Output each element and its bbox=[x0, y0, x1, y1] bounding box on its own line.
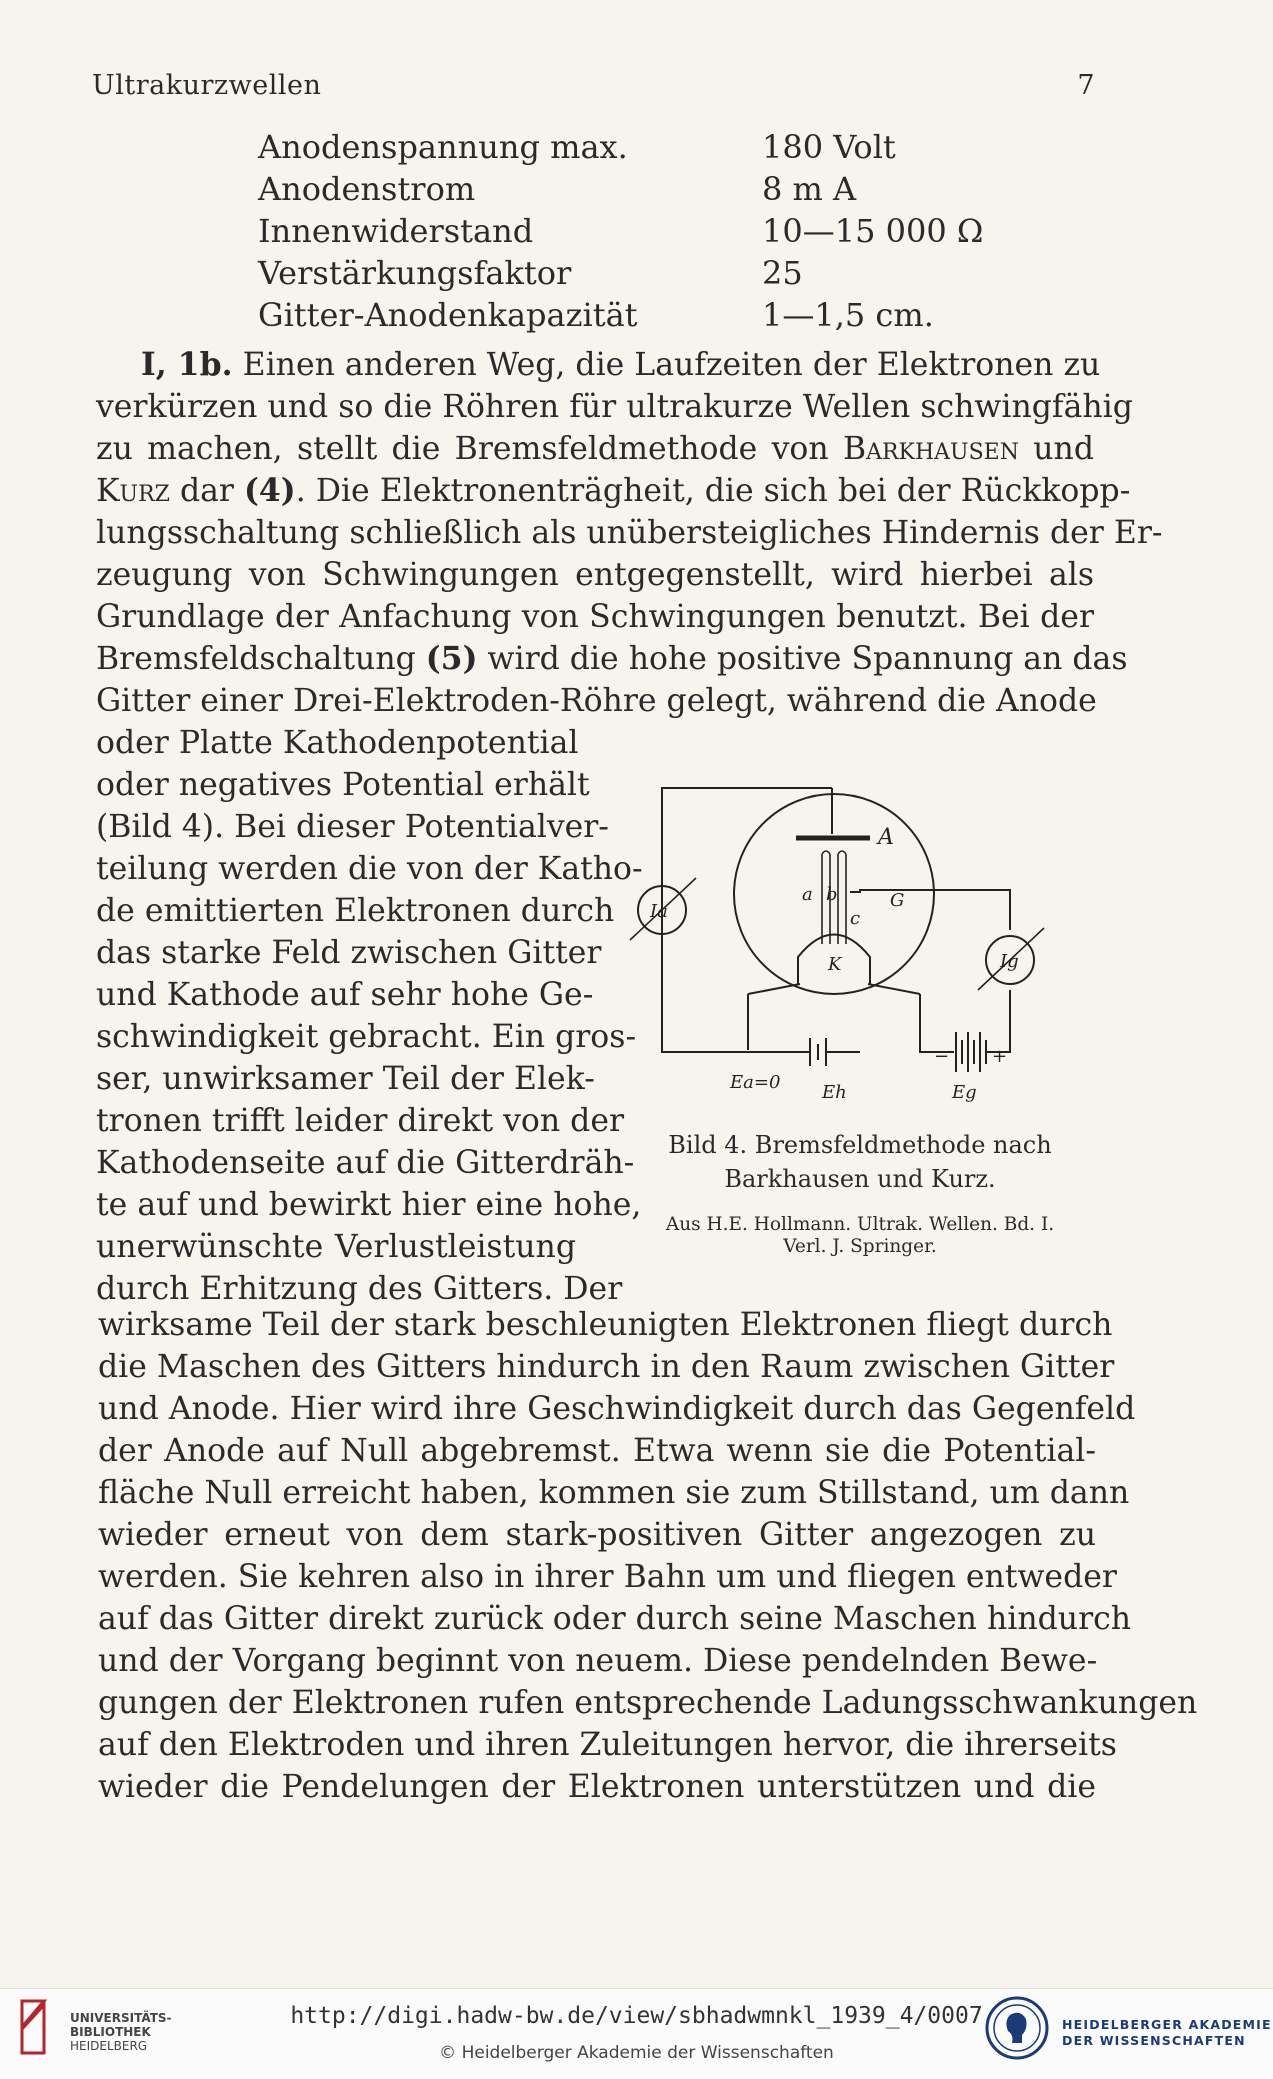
text-line: verkürzen und so die Röhren für ultrakurze Wellen schwingfähig bbox=[96, 389, 1133, 425]
text-line: unerwünschte Verlustleistung bbox=[96, 1229, 576, 1265]
author-name: Kurz bbox=[96, 473, 170, 509]
grid-top bbox=[822, 851, 846, 854]
text-line: oder Platte Kathodenpotential bbox=[96, 725, 579, 761]
spec-row bbox=[258, 168, 1018, 210]
text-line: te auf und bewirkt hier eine hohe, bbox=[96, 1187, 642, 1223]
spec-value: 180 Volt bbox=[762, 128, 896, 166]
spec-row bbox=[258, 126, 1018, 168]
spec-label: Anodenstrom bbox=[258, 170, 476, 208]
spec-label: Anodenspannung max. bbox=[258, 128, 628, 166]
label-c: c bbox=[850, 908, 861, 929]
text-line: der Anode auf Null abgebremst. Etwa wenn sie die Potential- bbox=[98, 1433, 1096, 1469]
heater-battery bbox=[748, 1038, 860, 1066]
circuit-diagram bbox=[600, 762, 1120, 1122]
text-line: Gitter einer Drei-Elektroden-Röhre gelegt, während die Anode bbox=[96, 683, 1097, 719]
academy-seal-logo bbox=[984, 1995, 1050, 2061]
spec-label: Verstärkungsfaktor bbox=[258, 254, 572, 292]
text-line: de emittierten Elektronen durch bbox=[96, 893, 615, 929]
text-line: auf das Gitter direkt zurück oder durch seine Maschen hindurch bbox=[98, 1601, 1132, 1637]
label-b: b bbox=[826, 884, 838, 905]
label-anode-current: Ia bbox=[650, 901, 668, 922]
spec-label: Gitter-Anodenkapazität bbox=[258, 296, 638, 334]
permalink[interactable]: http://digi.hadw-bw.de/view/sbhadwmnkl_1939_4/0007 bbox=[290, 2003, 983, 2029]
text-line: und Anode. Hier wird ihre Geschwindigkeit durch das Gegenfeld bbox=[98, 1391, 1136, 1427]
text-line: Kurz dar (4). Die Elektronenträgheit, die sich bei der Rückkopp- bbox=[96, 472, 1131, 509]
reference-number: (4) bbox=[243, 472, 296, 509]
wire bbox=[748, 994, 948, 1052]
label-cathode: K bbox=[828, 954, 842, 975]
text-line: (Bild 4). Bei dieser Potentialver- bbox=[96, 809, 609, 845]
reference-number: (5) bbox=[425, 640, 478, 677]
text-line: ser, unwirksamer Teil der Elek- bbox=[96, 1061, 595, 1097]
text-line: lungsschaltung schließlich als unübersteigliches Hindernis der Er- bbox=[96, 515, 1163, 551]
text-line: wirksame Teil der stark beschleunigten Elektronen fliegt durch bbox=[98, 1307, 1113, 1343]
paragraph-continuation bbox=[98, 1304, 1198, 1808]
text-line: gungen der Elektronen rufen entsprechende Ladungsschwankungen bbox=[98, 1685, 1198, 1721]
caption-line: Barkhausen und Kurz. bbox=[724, 1165, 996, 1193]
spec-row bbox=[258, 210, 1018, 252]
text-line: teilung werden die von der Katho- bbox=[96, 851, 643, 887]
text-line: oder negatives Potential erhält bbox=[96, 767, 590, 803]
author-name: Barkhausen bbox=[842, 431, 1019, 467]
section-mark: I, 1b. bbox=[141, 346, 233, 383]
university-library-name: UNIVERSITÄTS- BIBLIOTHEK HEIDELBERG bbox=[70, 2011, 172, 2053]
spec-row bbox=[258, 294, 1018, 336]
figure-source bbox=[600, 1214, 1120, 1258]
text-line: schwindigkeit gebracht. Ein gros- bbox=[96, 1019, 637, 1055]
running-head bbox=[92, 70, 1095, 110]
footer-bar bbox=[0, 1988, 1273, 2079]
spec-table bbox=[258, 126, 1018, 336]
text-line: durch Erhitzung des Gitters. Der bbox=[96, 1271, 623, 1307]
caption-line: Bild 4. Bremsfeldmethode nach bbox=[668, 1131, 1052, 1159]
text-line: und Kathode auf sehr hohe Ge- bbox=[96, 977, 594, 1013]
label-grid-voltage: Eg bbox=[952, 1082, 977, 1103]
copyright-notice: © Heidelberger Akademie der Wissenschaften bbox=[439, 2043, 834, 2063]
spec-value: 25 bbox=[762, 254, 803, 292]
wrapped-text-column bbox=[96, 722, 643, 1310]
academy-name: HEIDELBERGER AKADEMIE DER WISSENSCHAFTEN bbox=[1062, 2017, 1272, 2048]
spec-label: Innenwiderstand bbox=[258, 212, 534, 250]
label-grid: G bbox=[890, 890, 905, 911]
spec-value: 10—15 000 Ω bbox=[762, 212, 984, 250]
label-minus: − bbox=[934, 1046, 950, 1067]
running-title: Ultrakurzwellen bbox=[92, 70, 322, 101]
paragraph-section-1b bbox=[96, 344, 1163, 722]
text-line: werden. Sie kehren also in ihrer Bahn um und fliegen entweder bbox=[98, 1559, 1117, 1595]
text-line: wieder die Pendelungen der Elektronen unterstützen und die bbox=[98, 1769, 1096, 1805]
page-number: 7 bbox=[1077, 70, 1095, 101]
source-line: Aus H.E. Hollmann. Ultrak. Wellen. Bd. I. bbox=[665, 1214, 1055, 1235]
wire bbox=[748, 984, 920, 994]
label-heater-voltage: Eh bbox=[822, 1082, 847, 1103]
figure-caption bbox=[600, 1128, 1120, 1196]
text-line: fläche Null erreicht haben, kommen sie zum Stillstand, um dann bbox=[98, 1475, 1130, 1511]
text-line: auf den Elektroden und ihren Zuleitungen hervor, die ihrerseits bbox=[98, 1727, 1117, 1763]
text-line: das starke Feld zwischen Gitter bbox=[96, 935, 602, 971]
text-line: tronen trifft leider direkt von der bbox=[96, 1103, 625, 1139]
spec-row bbox=[258, 252, 1018, 294]
text-line: Kathodenseite auf die Gitterdräh- bbox=[96, 1145, 635, 1181]
label-grid-current: Ig bbox=[1000, 951, 1019, 972]
text-line: zu machen, stellt die Bremsfeldmethode von Barkhausen und bbox=[96, 431, 1094, 467]
spec-value: 1—1,5 cm. bbox=[762, 296, 934, 334]
spec-value: 8 m A bbox=[762, 170, 857, 208]
text-line: Bremsfeldschaltung (5) wird die hohe positive Spannung an das bbox=[96, 640, 1128, 677]
source-line: Verl. J. Springer. bbox=[783, 1236, 937, 1257]
text-line: wieder erneut von dem stark-positiven Gitter angezogen zu bbox=[98, 1517, 1096, 1553]
text-line: und der Vorgang beginnt von neuem. Diese pendelnden Bewe- bbox=[98, 1643, 1098, 1679]
label-anode-voltage: Ea=0 bbox=[730, 1072, 781, 1093]
text-line: Grundlage der Anfachung von Schwingungen benutzt. Bei der bbox=[96, 599, 1094, 635]
text-line: die Maschen des Gitters hindurch in den Raum zwischen Gitter bbox=[98, 1349, 1115, 1385]
text-line: I, 1b. Einen anderen Weg, die Laufzeiten der Elektronen zu bbox=[141, 346, 1101, 383]
label-plus: + bbox=[992, 1046, 1008, 1067]
text-line: zeugung von Schwingungen entgegenstellt, wird hierbei als bbox=[96, 557, 1094, 593]
label-anode: A bbox=[878, 825, 894, 850]
label-a: a bbox=[802, 884, 813, 905]
